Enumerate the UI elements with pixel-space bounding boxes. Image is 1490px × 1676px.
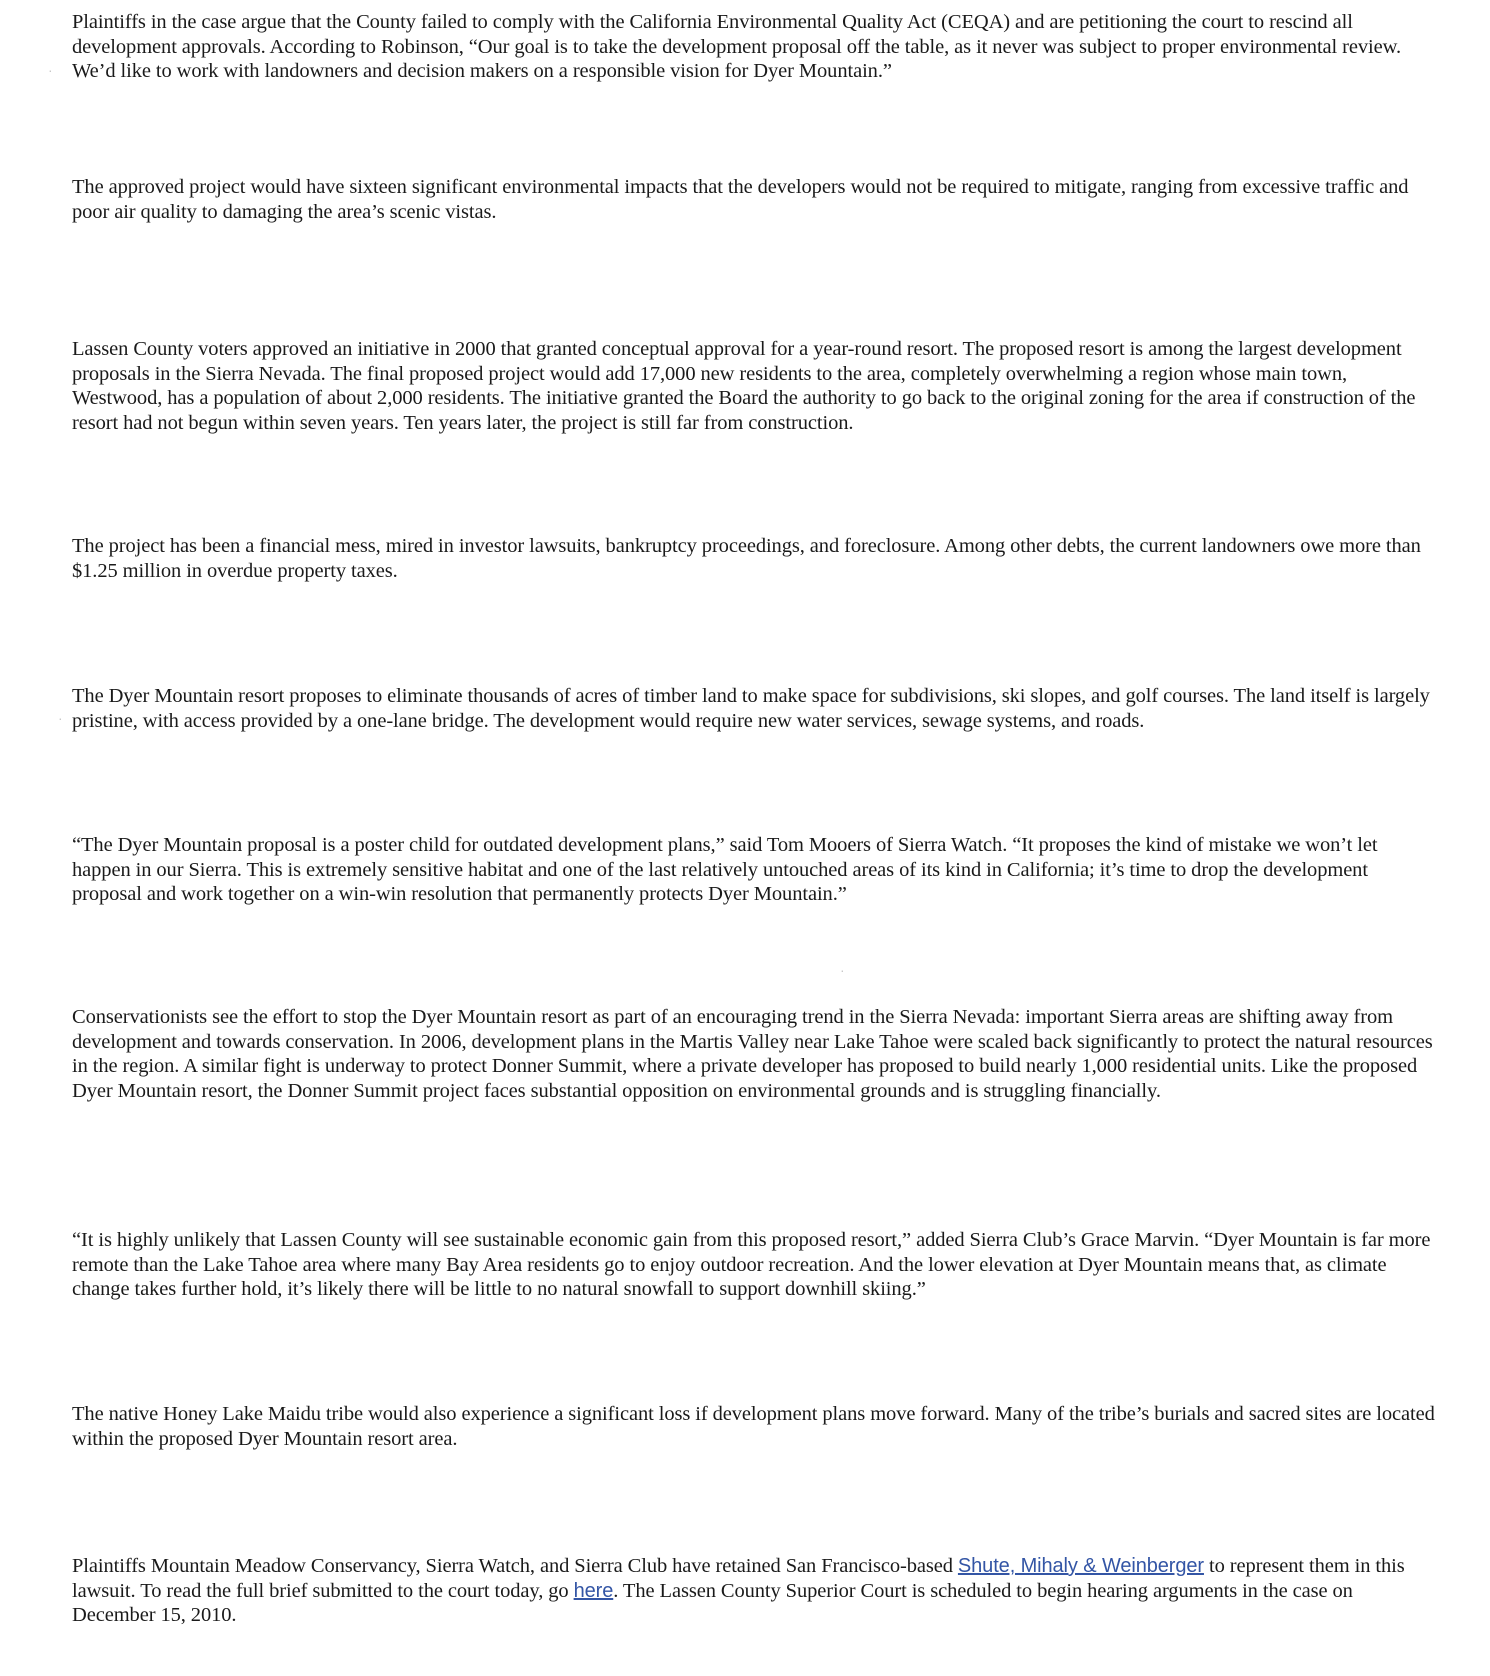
paragraph-marvin-quote: “It is highly unlikely that Lassen County will see sustainable economic gain from this proposed resort,” added Sierra Club’s Grace Marvin. “Dyer Mountain is far more remote than the Lake Tahoe area where many Bay Area residents go to enjoy outdoor recreation. And the lower elevation at Dyer Mountain means that, as climate change takes further hold, it’s likely there will be little to no natural snowfall to support downhill skiing.”: [72, 1229, 1431, 1301]
paragraph-financial-mess: The project has been a financial mess, mired in investor lawsuits, bankruptcy proceedings, and foreclosure. Among other debts, the current landowners owe more than $1.25 million in overdue property taxes.: [72, 535, 1421, 582]
paragraph-initiative-history: Lassen County voters approved an initiative in 2000 that granted conceptual approval for a year-round resort. The proposed resort is among the largest development proposals in the Sierra Nevada. The final proposed project would add 17,000 new residents to the area, completely overwhelming a region whose main town, Westwood, has a population of about 2,000 residents. The initiative granted the Board the authority to go back to the original zoning for the area if construction of the resort had not begun within seven years. Ten years later, the project is still far from construction.: [72, 338, 1416, 434]
paragraph-mooers-quote: “The Dyer Mountain proposal is a poster child for outdated development plans,” said Tom Mooers of Sierra Watch. “It proposes the kind of mistake we won’t let happen in our Sierra. This is extremely sensitive habitat and one of the last relatively untouched areas of its kind in California; it’s time to drop the development proposal and work together on a win-win resolution that permanently protects Dyer Mountain.”: [72, 834, 1378, 906]
scan-speck: ·: [48, 62, 53, 78]
paragraph-environmental-impacts: The approved project would have sixteen significant environmental impacts that the developers would not be required to mitigate, ranging from excessive traffic and poor air quality to damaging the area’s scenic vistas.: [72, 176, 1409, 223]
paragraph-maidu-tribe: The native Honey Lake Maidu tribe would also experience a significant loss if development plans move forward. Many of the tribe’s burials and sacred sites are located within the proposed Dyer Mountain resort area.: [72, 1403, 1435, 1450]
paragraph-conservation-trend: Conservationists see the effort to stop the Dyer Mountain resort as part of an encouraging trend in the Sierra Nevada: important Sierra areas are shifting away from development and towards conservation. In 2006, development plans in the Martis Valley near Lake Tahoe were scaled back significantly to protect the natural resources in the region. A similar fight is underway to protect Donner Summit, where a private developer has proposed to build nearly 1,000 residential units. Like the proposed Dyer Mountain resort, the Donner Summit project faces substantial opposition on environmental grounds and is struggling financially.: [72, 1006, 1433, 1102]
counsel-text-1: Plaintiffs Mountain Meadow Conservancy, Sierra Watch, and Sierra Club have retained San Francisco-based: [72, 1555, 958, 1577]
paragraph-plaintiffs-counsel: [72, 1554, 1437, 1628]
scan-speck: ·: [58, 710, 63, 726]
counsel-text-2: to represent them in this lawsuit. To read the full brief submitted to the court today, go: [72, 1555, 1405, 1602]
counsel-text-3: . The Lassen County Superior Court is scheduled to begin hearing arguments in the case on December 15, 2010.: [72, 1579, 1353, 1627]
scan-speck: ·: [840, 962, 845, 978]
law-firm-link[interactable]: Shute, Mihaly & Weinberger: [957, 1555, 1204, 1577]
brief-here-link[interactable]: here: [573, 1579, 614, 1602]
paragraph-timber-land: The Dyer Mountain resort proposes to eliminate thousands of acres of timber land to make space for subdivisions, ski slopes, and golf courses. The land itself is largely pristine, with access provided by a one-lane bridge. The development would require new water services, sewage systems, and roads.: [72, 685, 1430, 732]
paragraph-ceqa-complaint: Plaintiffs in the case argue that the County failed to comply with the California Environmental Quality Act (CEQA) and are petitioning the court to rescind all development approvals. According to Robinson, “Our goal is to take the development proposal off the table, as it never was subject to proper environmental review. We’d like to work with landowners and decision makers on a responsible vision for Dyer Mountain.”: [72, 11, 1402, 83]
